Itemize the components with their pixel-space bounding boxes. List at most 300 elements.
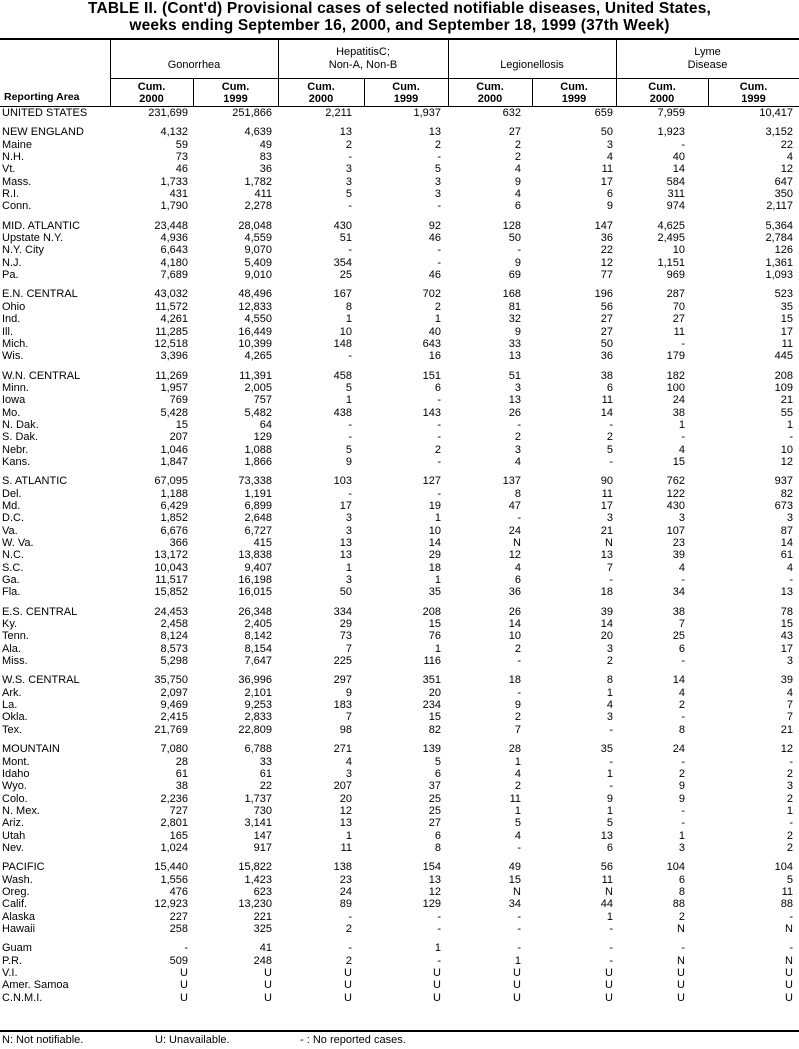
value-cell: 129 [422,898,441,911]
value-cell: 6 [606,188,613,201]
value-cell: 24 [672,743,685,756]
value-cell: 82 [428,723,441,736]
legionellosis-header: Legionellosis [500,59,564,71]
value-cell: 1 [434,313,441,326]
table-row [0,780,799,792]
table-row [0,923,799,935]
value-cell: 43 [780,630,793,643]
reporting-area-cell: Colo. [2,792,28,805]
value-cell: 311 [667,188,685,201]
reporting-area-cell: S.C. [2,561,24,574]
value-cell: 3 [678,841,685,854]
value-cell: 15 [428,711,441,724]
table-row [0,350,799,362]
value-cell: 1,782 [244,175,272,188]
value-cell: 2,415 [160,711,188,724]
table-row [0,911,799,923]
value-cell: 46 [428,269,441,282]
reporting-area-cell: W.N. CENTRAL [2,369,81,382]
value-cell: 20 [600,630,613,643]
value-cell: 38 [672,605,685,618]
value-cell: 61 [780,549,793,562]
value-cell: 5 [786,873,793,886]
table-row [0,687,799,699]
value-cell: 1 [678,829,685,842]
reporting-area-cell: Mich. [2,337,29,350]
value-cell: 22 [259,780,272,793]
value-cell: 1 [434,642,441,655]
table-row [0,586,799,598]
value-cell: 5 [434,755,441,768]
reporting-area-cell: S. Dak. [2,431,39,444]
value-cell: - [789,942,793,955]
value-cell: 4 [786,151,793,164]
value-cell: U [605,979,613,992]
year-label: 1999 [561,93,587,105]
value-cell: 509 [169,954,188,967]
value-cell: 78 [780,605,793,618]
table-row [0,967,799,979]
value-cell: 11 [673,325,685,338]
value-cell: 5 [514,817,521,830]
value-cell: 1 [514,804,521,817]
reporting-area-cell: Alaska [2,910,36,923]
reporting-area-cell: MOUNTAIN [2,743,60,756]
table-row [0,886,799,898]
value-cell: 7 [514,723,521,736]
value-cell: 4 [606,151,613,164]
table-row [0,326,799,338]
value-cell: 2 [606,655,613,668]
value-cell: 1 [678,418,685,431]
value-cell: 3 [606,642,613,655]
value-cell: 431 [169,188,188,201]
value-cell: 17 [600,499,613,512]
table-row [0,512,799,524]
cum-label: Cum. [221,81,250,93]
value-cell: - [437,418,441,431]
value-cell: 98 [339,723,352,736]
value-cell: - [681,337,685,350]
table-row [0,475,799,487]
value-cell: 4 [606,699,613,712]
value-cell: 6,676 [160,524,188,537]
value-cell: - [437,394,441,407]
reporting-area-cell: N.Y. City [2,244,44,257]
value-cell: 1 [345,561,352,574]
value-cell: 13 [428,126,441,139]
year-label: 1999 [393,93,419,105]
footnote-n: N: Not notifiable. [2,1034,84,1046]
value-cell: 50 [339,586,352,599]
value-cell: 6 [606,381,613,394]
value-cell: 2,801 [160,817,188,830]
cum-label: Cum. [739,81,768,93]
value-cell: 28 [508,743,521,756]
reporting-area-cell: Conn. [2,200,32,213]
reporting-area-cell: Del. [2,487,22,500]
value-cell: 32 [508,313,521,326]
reporting-area-cell: D.C. [2,512,24,525]
table-row [0,200,799,212]
value-cell: 8,154 [244,642,272,655]
value-cell: 2 [786,767,793,780]
value-cell: 287 [666,288,685,301]
value-cell: 354 [333,256,352,269]
value-cell: 88 [672,898,685,911]
value-cell: 1,188 [160,487,188,500]
data-table-body [0,107,799,1004]
value-cell: 2 [786,841,793,854]
hepatitis-header-line-2: Non-A, Non-B [328,59,398,71]
year-label: 2000 [649,93,675,105]
table-row [0,126,799,138]
value-cell: 11 [601,394,613,407]
value-cell: 769 [169,394,188,407]
value-cell: 13 [600,829,613,842]
value-cell: 4 [514,561,521,574]
value-cell: 14 [780,537,793,549]
table-row [0,269,799,281]
value-cell: - [681,655,685,668]
value-cell: 9 [345,455,352,468]
value-cell: 38 [672,406,685,419]
value-cell: 82 [780,487,793,500]
value-cell: 9,010 [244,269,272,282]
value-cell: 39 [780,674,793,687]
value-cell: 8 [434,841,441,854]
reporting-area-cell: Fla. [2,586,21,599]
value-cell: 1,852 [160,512,188,525]
value-cell: 4 [514,188,521,201]
value-cell: 12 [428,885,441,898]
cum-label: Cum. [307,81,335,93]
reporting-area-cell: MID. ATLANTIC [2,219,81,232]
value-cell: 167 [333,288,352,301]
reporting-area-cell: Wash. [2,873,33,886]
value-cell: - [437,200,441,213]
value-cell: 27 [508,126,521,139]
value-cell: 13,230 [238,898,272,911]
value-cell: U [264,979,272,992]
value-cell: 36 [600,232,613,245]
value-cell: 917 [253,841,272,854]
value-cell: 5,482 [244,406,272,419]
value-cell: 366 [169,537,188,549]
value-cell: 14 [672,674,685,687]
year-label: 2000 [308,93,334,105]
value-cell: 13 [339,549,352,562]
value-cell: 458 [333,369,352,382]
reporting-area-cell: P.R. [2,954,22,967]
value-cell: - [681,711,685,724]
value-cell: U [677,979,685,992]
value-cell: 168 [502,288,521,301]
value-cell: 3,396 [160,350,188,363]
value-cell: 1 [786,418,793,431]
value-cell: 18 [428,561,441,574]
reporting-area-cell: Oreg. [2,885,30,898]
value-cell: 8 [345,300,352,313]
value-cell: 148 [333,337,352,350]
value-cell: 92 [428,219,441,232]
lyme-header-line-2: Disease [687,59,728,71]
value-cell: - [437,954,441,967]
reporting-area-cell: Upstate N.Y. [2,232,63,245]
value-cell: 179 [666,350,685,363]
value-cell: - [348,200,352,213]
value-cell: 6 [678,873,685,886]
hepatitis-header-line-1: HepatitisC; [336,46,390,58]
table-row [0,338,799,350]
value-cell: 1,423 [244,873,272,886]
value-cell: 762 [666,475,685,488]
value-cell: 351 [422,674,441,687]
value-cell: 1,361 [765,256,793,269]
value-cell: - [437,910,441,923]
table-row [0,163,799,175]
value-cell: 22 [780,138,793,151]
reporting-area-cell: La. [2,699,18,712]
value-cell: 2 [514,431,521,444]
reporting-area-cell: Va. [2,524,18,537]
value-cell: 35,750 [154,674,188,687]
value-cell: 69 [508,269,521,282]
value-cell: 6 [434,381,441,394]
footnote-u: U: Unavailable. [155,1034,230,1046]
value-cell: 70 [672,300,685,313]
value-cell: 29 [428,549,441,562]
reporting-area-cell: Tex. [2,723,23,736]
value-cell: U [513,991,521,1004]
reporting-area-cell: Iowa [2,394,26,407]
value-cell: 2,101 [244,686,272,699]
value-cell: 9,407 [244,561,272,574]
value-cell: 24,453 [154,605,188,618]
value-cell: 10,043 [154,561,188,574]
value-cell: 13 [339,126,352,139]
value-cell: 14 [600,406,613,419]
value-cell: U [180,991,188,1004]
value-cell: 271 [333,743,352,756]
value-cell: 51 [339,232,352,245]
value-cell: 10,399 [238,337,272,350]
reporting-area-cell: Ark. [2,686,22,699]
value-cell: 730 [253,804,272,817]
value-cell: 2 [434,300,441,313]
value-cell: 47 [508,499,521,512]
value-cell: 64 [259,418,272,431]
value-cell: 1,923 [657,126,685,139]
value-cell: 15 [428,618,441,631]
value-cell: 9,469 [160,699,188,712]
reporting-area-cell: E.N. CENTRAL [2,288,78,301]
table-row [0,992,799,1004]
value-cell: 2 [678,910,685,923]
value-cell: 584 [666,175,685,188]
value-cell: - [437,922,441,935]
table-row [0,606,799,618]
year-label: 2000 [477,93,503,105]
value-cell: 88 [780,898,793,911]
value-cell: U [785,967,793,979]
value-cell: 6,643 [160,244,188,257]
value-cell: 40 [672,151,685,164]
value-cell: 12 [780,743,793,756]
value-cell: 4,550 [244,313,272,326]
table-row [0,549,799,561]
table-row [0,444,799,456]
value-cell: 12 [780,455,793,468]
value-cell: 33 [259,755,272,768]
value-cell: 4,559 [244,232,272,245]
value-cell: 7,647 [244,655,272,668]
value-cell: 27 [428,817,441,830]
value-cell: 138 [333,861,352,874]
value-cell: U [605,967,613,979]
reporting-area-cell: Vt. [2,163,16,176]
value-cell: 234 [422,699,441,712]
reporting-area-cell: Okla. [2,711,28,724]
value-cell: 23,448 [154,219,188,232]
value-cell: 2,236 [160,792,188,805]
value-cell: 25 [428,792,441,805]
value-cell: 2 [514,151,521,164]
value-cell: 17 [780,325,793,338]
value-cell: - [517,922,521,935]
value-cell: 8 [606,674,613,687]
value-cell: 27 [600,325,613,338]
value-cell: 3 [434,175,441,188]
value-cell: 1 [606,767,613,780]
value-cell: 248 [253,954,272,967]
table-row [0,107,799,119]
value-cell: - [517,686,521,699]
value-cell: 415 [253,537,272,549]
reporting-area-cell: UNITED STATES [2,107,88,119]
value-cell: 56 [600,300,613,313]
reporting-area-cell: N.J. [2,256,22,269]
value-cell: 4 [345,755,352,768]
value-cell: 6 [678,642,685,655]
title-line-1: TABLE II. (Cont'd) Provisional cases of selected notifiable diseases, United States, [87,0,712,17]
table-row [0,525,799,537]
value-cell: 39 [600,605,613,618]
value-cell: 1 [514,954,521,967]
table-row [0,500,799,512]
value-cell: 109 [774,381,793,394]
value-cell: 1 [345,313,352,326]
title-line-2: weeks ending September 16, 2000, and September 18, 1999 (37th Week) [129,17,670,34]
value-cell: - [681,755,685,768]
value-cell: 15,822 [238,861,272,874]
table-row [0,955,799,967]
value-cell: 11 [601,487,613,500]
reporting-area-cell: Ala. [2,642,21,655]
value-cell: - [789,817,793,830]
value-cell: 1 [606,910,613,923]
reporting-area-cell: E.S. CENTRAL [2,605,78,618]
value-cell: 1,191 [244,487,272,500]
value-cell: 37 [428,780,441,793]
value-cell: 13,172 [154,549,188,562]
value-cell: 9 [514,699,521,712]
value-cell: 16,198 [238,574,272,587]
cum-label: Cum. [648,81,676,93]
value-cell: 2 [514,138,521,151]
year-label: 1999 [741,93,766,105]
table-row [0,793,799,805]
value-cell: 50 [600,337,613,350]
value-cell: 104 [774,861,793,874]
value-cell: N [677,922,685,935]
value-cell: 16,015 [238,586,272,599]
header-sub-rule [110,78,799,79]
value-cell: 12,833 [238,300,272,313]
value-cell: 3 [345,574,352,587]
value-cell: 8 [678,885,685,898]
value-cell: 4,639 [244,126,272,139]
value-cell: 4 [678,686,685,699]
value-cell: - [681,942,685,955]
value-cell: 4,936 [160,232,188,245]
value-cell: 107 [666,524,685,537]
value-cell: - [437,455,441,468]
value-cell: 2,097 [160,686,188,699]
value-cell: - [517,841,521,854]
value-cell: 38 [600,369,613,382]
reporting-area-cell: Minn. [2,381,29,394]
value-cell: 28,048 [238,219,272,232]
value-cell: 11,391 [239,369,272,382]
value-cell: N [513,885,521,898]
value-cell: N [677,954,685,967]
value-cell: - [348,350,352,363]
value-cell: 2 [786,829,793,842]
value-cell: 3 [345,524,352,537]
value-cell: 1 [514,755,521,768]
value-cell: 90 [600,475,613,488]
value-cell: 6,788 [244,743,272,756]
value-cell: 139 [422,743,441,756]
table-row [0,232,799,244]
value-cell: N [785,922,793,935]
value-cell: 33 [508,337,521,350]
value-cell: 55 [780,406,793,419]
value-cell: 182 [666,369,685,382]
value-cell: 13 [339,817,352,830]
value-cell: 21 [600,524,613,537]
value-cell: 6,429 [160,499,188,512]
value-cell: 5,364 [765,219,793,232]
value-cell: 12 [600,256,613,269]
reporting-area-cell: Mo. [2,406,21,419]
reporting-area-cell: S. ATLANTIC [2,475,68,488]
value-cell: 445 [774,350,793,363]
cum-label: Cum. [137,81,166,93]
value-cell: - [609,755,613,768]
value-cell: 6 [514,574,521,587]
value-cell: 137 [502,475,521,488]
table-row [0,407,799,419]
value-cell: 5 [345,188,352,201]
value-cell: 2 [434,138,441,151]
value-cell: 1,046 [160,443,188,456]
value-cell: - [609,922,613,935]
value-cell: 3 [678,512,685,525]
value-cell: U [264,967,272,979]
table-row [0,805,799,817]
